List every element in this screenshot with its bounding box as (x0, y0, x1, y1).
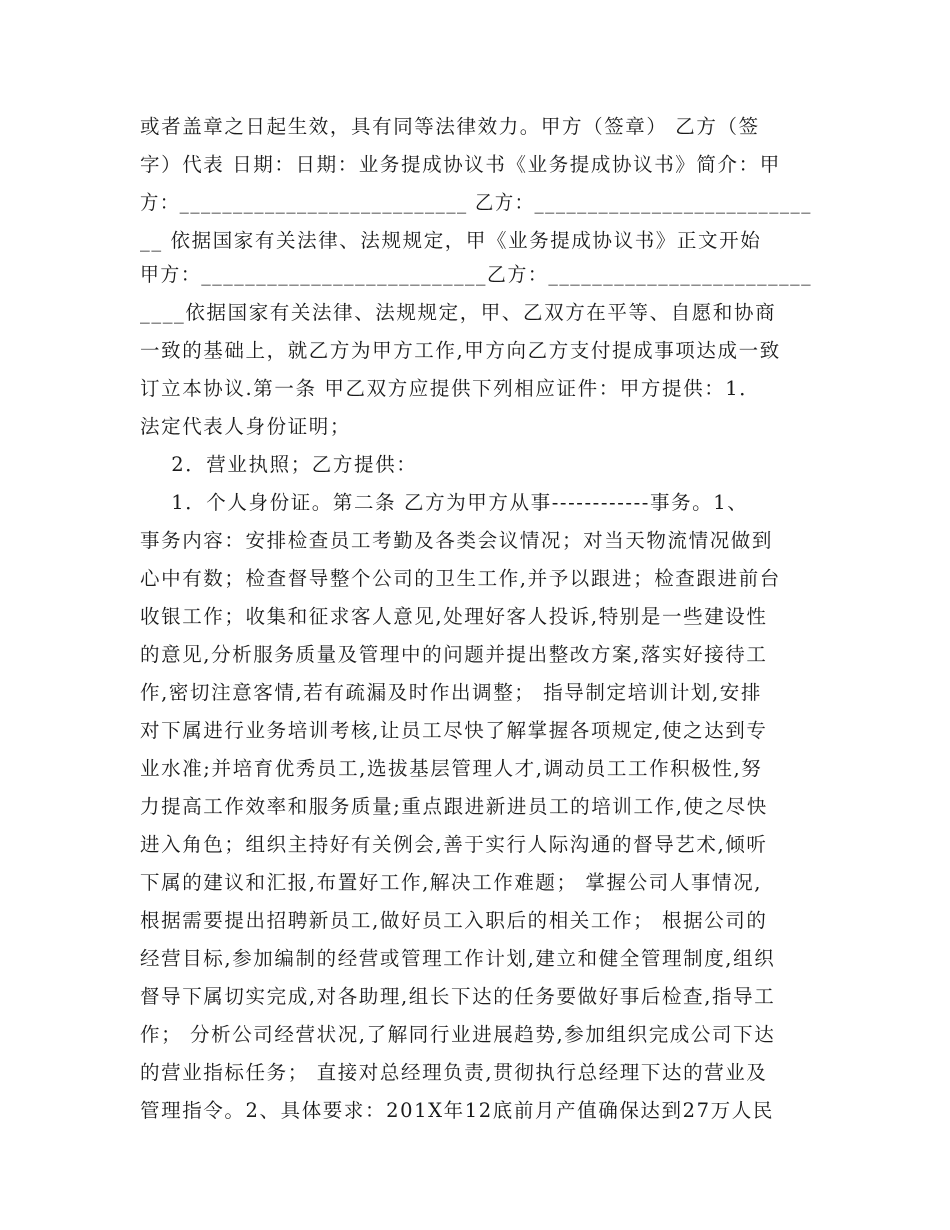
text-line: 或者盖章之日起生效，具有同等法律效力。甲方（签章） 乙方（签 (140, 115, 760, 138)
text-line: 的意见,分析服务质量及管理中的问题并提出整改方案,落实好接待工 (140, 643, 768, 666)
text-line: 作,密切注意客情,若有疏漏及时作出调整； 指导制定培训计划,安排 (140, 681, 762, 704)
text-line: 收银工作；收集和征求客人意见,处理好客人投诉,特别是一些建设性 (140, 605, 768, 628)
text-line: 业水准;并培育优秀员工,选拔基层管理人才,调动员工工作积极性,努 (140, 757, 763, 780)
text-line: 事务内容：安排检查员工考勤及各类会议情况；对当天物流情况做到 (140, 529, 774, 552)
text-line: 的营业指标任务； 直接对总经理负责,贯彻执行总经理下达的营业及 (140, 1061, 768, 1084)
text-line: 作； 分析公司经营状况,了解同行业进展趋势,参加组织完成公司下达 (140, 1023, 776, 1046)
text-line: 管理指令。2、具体要求：201X年12底前月产值确保达到27万人民 (140, 1099, 774, 1122)
text-line: 订立本协议.第一条 甲乙双方应提供下列相应证件：甲方提供：1． (140, 377, 761, 400)
text-line: 方：___________________________ 乙方：__________________________ (140, 191, 812, 214)
text-line: 甲方：__________________________乙方：________________________ (140, 263, 813, 286)
text-line: 经营目标,参加编制的经营或管理工作计划,建立和健全管理制度,组织 (140, 947, 776, 970)
text-line: 一致的基础上，就乙方为甲方工作,甲方向乙方支付提成事项达成一致 (140, 339, 781, 362)
text-line: 进入角色；组织主持好有关例会,善于实行人际沟通的督导艺术,倾听 (140, 833, 768, 856)
text-line: 督导下属切实完成,对各助理,组长下达的任务要做好事后检查,指导工 (140, 985, 776, 1008)
text-line: 下属的建议和汇报,布置好工作,解决工作难题； 掌握公司人事情况, (140, 871, 762, 894)
text-line: 根据需要提出招聘新员工,做好员工入职后的相关工作； 根据公司的 (140, 909, 768, 932)
text-line: 2．营业执照；乙方提供： (140, 453, 418, 476)
text-line: 法定代表人身份证明； (140, 415, 352, 438)
text-line: __ 依据国家有关法律、法规规定，甲《业务提成协议书》正文开始 (140, 229, 762, 252)
text-line: ____依据国家有关法律、法规规定，甲、乙双方在平等、自愿和协商 (140, 301, 777, 324)
text-line: 对下属进行业务培训考核,让员工尽快了解掌握各项规定,使之达到专 (140, 719, 768, 742)
text-line: 1．个人身份证。第二条 乙方为甲方从事------------事务。1、 (140, 491, 749, 514)
text-line: 力提高工作效率和服务质量;重点跟进新进员工的培训工作,使之尽快 (140, 795, 768, 818)
text-line: 字）代表 日期：日期：业务提成协议书《业务提成协议书》简介：甲 (140, 153, 781, 176)
text-line: 心中有数；检查督导整个公司的卫生工作,并予以跟进；检查跟进前台 (140, 567, 781, 590)
